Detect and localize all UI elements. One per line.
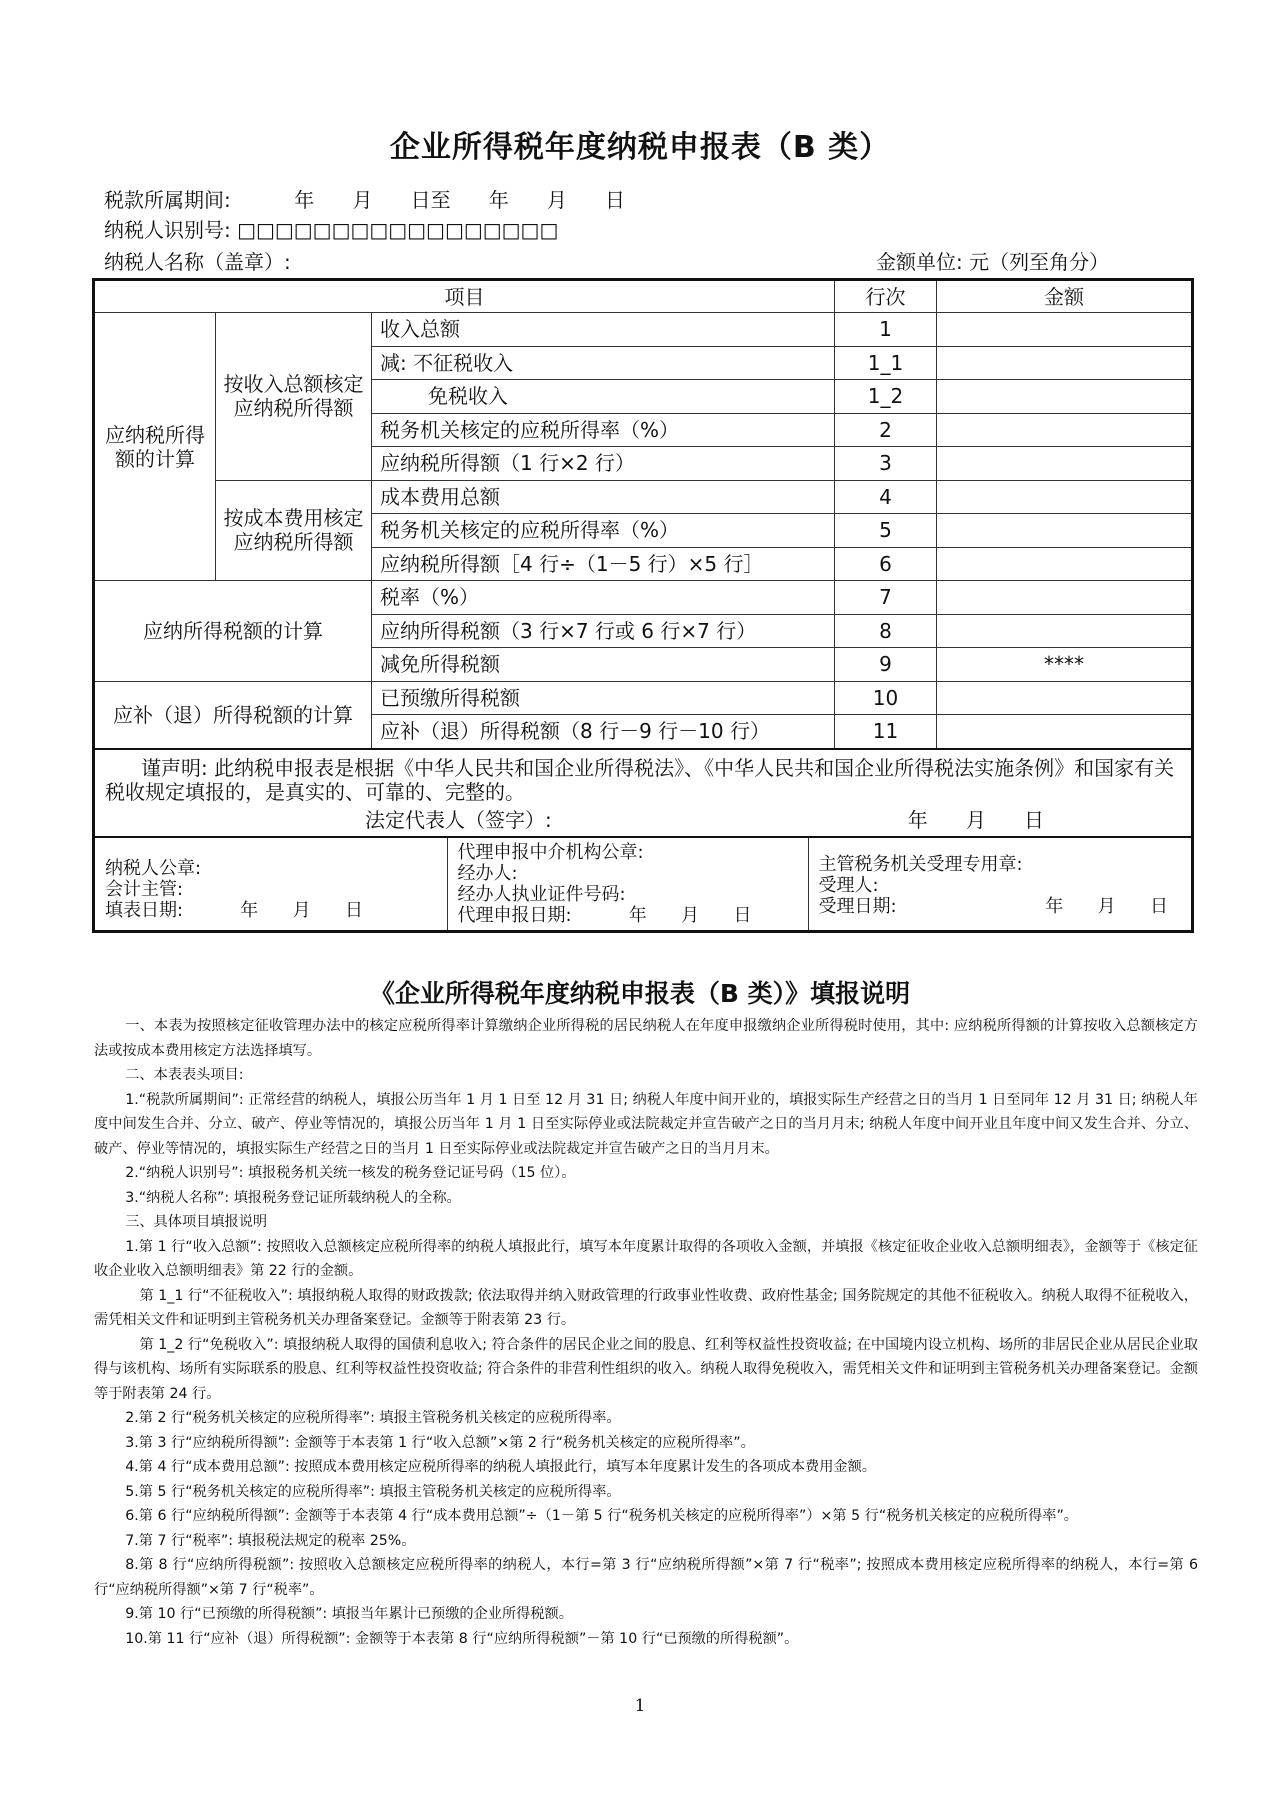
row-amount-cell[interactable]: [937, 380, 1193, 414]
method-by-cost: 按成本费用核定应纳税所得额: [216, 480, 372, 581]
row-line: 9: [835, 648, 937, 682]
row-item: 应补（退）所得税额（8 行－9 行－10 行）: [372, 715, 835, 749]
row-line: 1_1: [835, 346, 937, 380]
instruction-paragraph: 三、具体项目填报说明: [125, 1214, 268, 1230]
section-tax-payable: 应纳所得税额的计算: [94, 581, 372, 682]
row-line: 4: [835, 480, 937, 514]
row-item: 应纳税所得额［4 行÷（1－5 行）×5 行］: [372, 547, 835, 581]
declaration-form-table: [92, 278, 1194, 933]
amount-unit-line: 金额单位: 元（列至角分）: [876, 250, 1110, 274]
receiver-label: 受理人:: [818, 874, 879, 896]
section-tax-due-refund: 应补（退）所得税额的计算: [94, 681, 372, 749]
declaration-text: 谨声明: 此纳税申报表是根据《中华人民共和国企业所得税法》、《中华人民共和国企业所得税法实施条例》和国家有关税收规定填报的，是真实的、可靠的、完整的。: [105, 755, 1175, 804]
row-item: 免税收入: [372, 380, 835, 414]
row-item: 税率（%）: [372, 581, 835, 615]
row-item: 成本费用总额: [372, 480, 835, 514]
instructions-body: [94, 1014, 1198, 1651]
tax-authority-block: [808, 838, 1193, 930]
form-title: 企业所得税年度纳税申报表（B 类）: [389, 130, 891, 165]
page-number: 1: [634, 1696, 646, 1716]
instruction-paragraph: 4.第 4 行“成本费用总额”: 按照成本费用核定应税所得率的纳税人填报此行，填写本年度累计发生的各项成本费用金额。: [125, 1459, 876, 1475]
agent-seal-label: 代理申报中介机构公章:: [457, 841, 644, 863]
instruction-paragraph: 第 1_1 行“不征税收入”: 填报纳税人取得的财政拨款; 依法取得并纳入财政管理的行政事业性收费、政府性基金; 国务院规定的其他不征税收入。纳税人取得不征税收入，需凭相关文件和证明到主管税务机关办理备案登记。金额等于附表第 23 行。: [94, 1287, 1198, 1328]
instruction-paragraph: 2.第 2 行“税务机关核定的应税所得率”: 填报主管税务机关核定的应税所得率。: [125, 1410, 621, 1426]
taxpayer-id-line: 纳税人识别号: □□□□□□□□□□□□□□□□□: [104, 218, 559, 242]
signature-cell: [94, 837, 1193, 932]
authority-seal-label: 主管税务机关受理专用章:: [818, 853, 1023, 875]
col-line-header: 行次: [835, 280, 937, 313]
row-amount-cell: ****: [937, 648, 1193, 682]
row-amount-cell[interactable]: [937, 480, 1193, 514]
instruction-paragraph: 6.第 6 行“应纳税所得额”: 金额等于本表第 4 行“成本费用总额”÷（1－第 5 行“税务机关核定的应税所得率”）×第 5 行“税务机关核定的应税所得率”。: [125, 1508, 1078, 1524]
row-line: 7: [835, 581, 937, 615]
instruction-paragraph: 二、本表表头项目:: [125, 1067, 244, 1083]
instruction-paragraph: 5.第 5 行“税务机关核定的应税所得率”: 填报主管税务机关核定的应税所得率。: [125, 1483, 621, 1500]
row-item: 减: 不征税收入: [372, 346, 835, 380]
agent-handler-label: 经办人:: [457, 862, 518, 884]
instruction-paragraph: 9.第 10 行“已预缴的所得税额”: 填报当年累计已预缴的企业所得税额。: [125, 1606, 573, 1622]
instruction-paragraph: 1.第 1 行“收入总额”: 按照收入总额核定应税所得率的纳税人填报此行，填写本年度累计取得的各项收入金额，并填报《核定征收企业收入总额明细表》，金额等于《核定征收企业收入总额明细表》第 22 行的金额。: [94, 1238, 1198, 1279]
declaration-row: [94, 749, 1193, 837]
row-line: 5: [835, 514, 937, 548]
agent-date-label: 代理申报日期: 年 月 日: [457, 904, 752, 926]
row-line: 10: [835, 681, 937, 715]
row-line: 8: [835, 614, 937, 648]
fill-date-label: 填表日期: 年 月 日: [105, 899, 363, 921]
instruction-paragraph: 2.“纳税人识别号”: 填报税务机关统一核发的税务登记证号码（15 位）。: [125, 1165, 576, 1181]
table-row: [94, 581, 1193, 615]
row-amount-cell[interactable]: [937, 514, 1193, 548]
row-item: 税务机关核定的应税所得率（%）: [372, 514, 835, 548]
row-line: 2: [835, 413, 937, 447]
row-line: 1: [835, 313, 937, 347]
row-item: 应纳税所得额（1 行×2 行）: [372, 447, 835, 481]
row-amount-cell[interactable]: [937, 715, 1193, 749]
row-line: 6: [835, 547, 937, 581]
table-row: [94, 313, 1193, 347]
row-amount-cell[interactable]: [937, 681, 1193, 715]
row-item: 减免所得税额: [372, 648, 835, 682]
legal-rep-signature-line: 法定代表人（签字）: 年 月 日: [365, 807, 1045, 832]
taxpayer-seal-label: 纳税人公章:: [105, 857, 202, 879]
row-item: 收入总额: [372, 313, 835, 347]
row-line: 3: [835, 447, 937, 481]
row-amount-cell[interactable]: [937, 447, 1193, 481]
instruction-paragraph: 3.“纳税人名称”: 填报税务登记证所载纳税人的全称。: [125, 1189, 461, 1206]
instruction-paragraph: 7.第 7 行“税率”: 填报税法规定的税率 25%。: [125, 1532, 416, 1549]
instruction-paragraph: 1.“税款所属期间”: 正常经营的纳税人，填报公历当年 1 月 1 日至 12 月 31 日; 纳税人年度中间开业的，填报实际生产经营之日的当月 1 日至同年 12 月 31 日; 纳税人年度中间发生合并、分立、破产、停业等情况的，填报公历当年 1 月 1 日至实际停业或法院裁定并宣告破产之日的当月月末; 纳税人年度中间开业且年度中间又发生合并、分立、破产、停业等情况的，填报实际生产经营之日的当月 1 日至实际停业或法院裁定并宣告破产之日的当月月末。: [94, 1091, 1198, 1157]
instruction-paragraph: 一、本表为按照核定征收管理办法中的核定应税所得率计算缴纳企业所得税的居民纳税人在年度申报缴纳企业所得税时使用，其中: 应纳税所得额的计算按收入总额核定方法或按成本费用核定方法选择填写。: [94, 1018, 1198, 1059]
agent-sign-block: [447, 838, 808, 930]
row-amount-cell[interactable]: [937, 346, 1193, 380]
row-amount-cell[interactable]: [937, 614, 1193, 648]
signature-table: [95, 838, 1193, 930]
col-item-header: 项目: [94, 280, 835, 313]
row-item: 已预缴所得税额: [372, 681, 835, 715]
table-header-row: [94, 280, 1193, 313]
instruction-paragraph: 8.第 8 行“应纳所得税额”: 按照收入总额核定应税所得率的纳税人，本行=第 3 行“应纳税所得额”×第 7 行“税率”; 按照成本费用核定应税所得率的纳税人，本行=第 6 行“应纳税所得额”×第 7 行“税率”。: [94, 1557, 1198, 1598]
row-line: 11: [835, 715, 937, 749]
table-row: [94, 480, 1193, 514]
row-amount-cell[interactable]: [937, 313, 1193, 347]
accounting-head-label: 会计主管:: [105, 878, 184, 900]
instructions-title: 《企业所得税年度纳税申报表（B 类）》填报说明: [369, 979, 911, 1008]
agent-license-label: 经办人执业证件号码:: [457, 883, 626, 905]
row-amount-cell[interactable]: [937, 547, 1193, 581]
declaration-cell: [94, 749, 1193, 837]
taxpayer-sign-block: [95, 838, 447, 930]
table-row: [94, 681, 1193, 715]
row-line: 1_2: [835, 380, 937, 414]
section-taxable-income: 应纳税所得额的计算: [94, 313, 216, 581]
taxpayer-name-line: 纳税人名称（盖章）:: [104, 250, 291, 274]
row-amount-cell[interactable]: [937, 581, 1193, 615]
row-amount-cell[interactable]: [937, 413, 1193, 447]
instruction-paragraph: 3.第 3 行“应纳税所得额”: 金额等于本表第 1 行“收入总额”×第 2 行“税务机关核定的应税所得率”。: [125, 1434, 755, 1451]
col-amount-header: 金额: [937, 280, 1193, 313]
method-by-income: 按收入总额核定应纳税所得额: [216, 313, 372, 481]
instruction-paragraph: 10.第 11 行“应补（退）所得税额”: 金额等于本表第 8 行“应纳所得税额”－第 10 行“已预缴的所得税额”。: [125, 1630, 799, 1647]
row-item: 税务机关核定的应税所得率（%）: [372, 413, 835, 447]
signature-row: [94, 837, 1193, 932]
tax-period-line: 税款所属期间: 年 月 日至 年 月 日: [104, 188, 626, 212]
receive-date-label: 受理日期: 年 月 日: [818, 895, 1168, 917]
instruction-paragraph: 第 1_2 行“免税收入”: 填报纳税人取得的国债利息收入; 符合条件的居民企业之间的股息、红利等权益性投资收益; 在中国境内设立机构、场所的非居民企业从居民企业取得与该机构、场所有实际联系的股息、红利等权益性投资收益; 符合条件的非营利性组织的收入。纳税人取得免税收入，需凭相关文件和证明到主管税务机关办理备案登记。金额等于附表第 24 行。: [94, 1336, 1198, 1402]
row-item: 应纳所得税额（3 行×7 行或 6 行×7 行）: [372, 614, 835, 648]
